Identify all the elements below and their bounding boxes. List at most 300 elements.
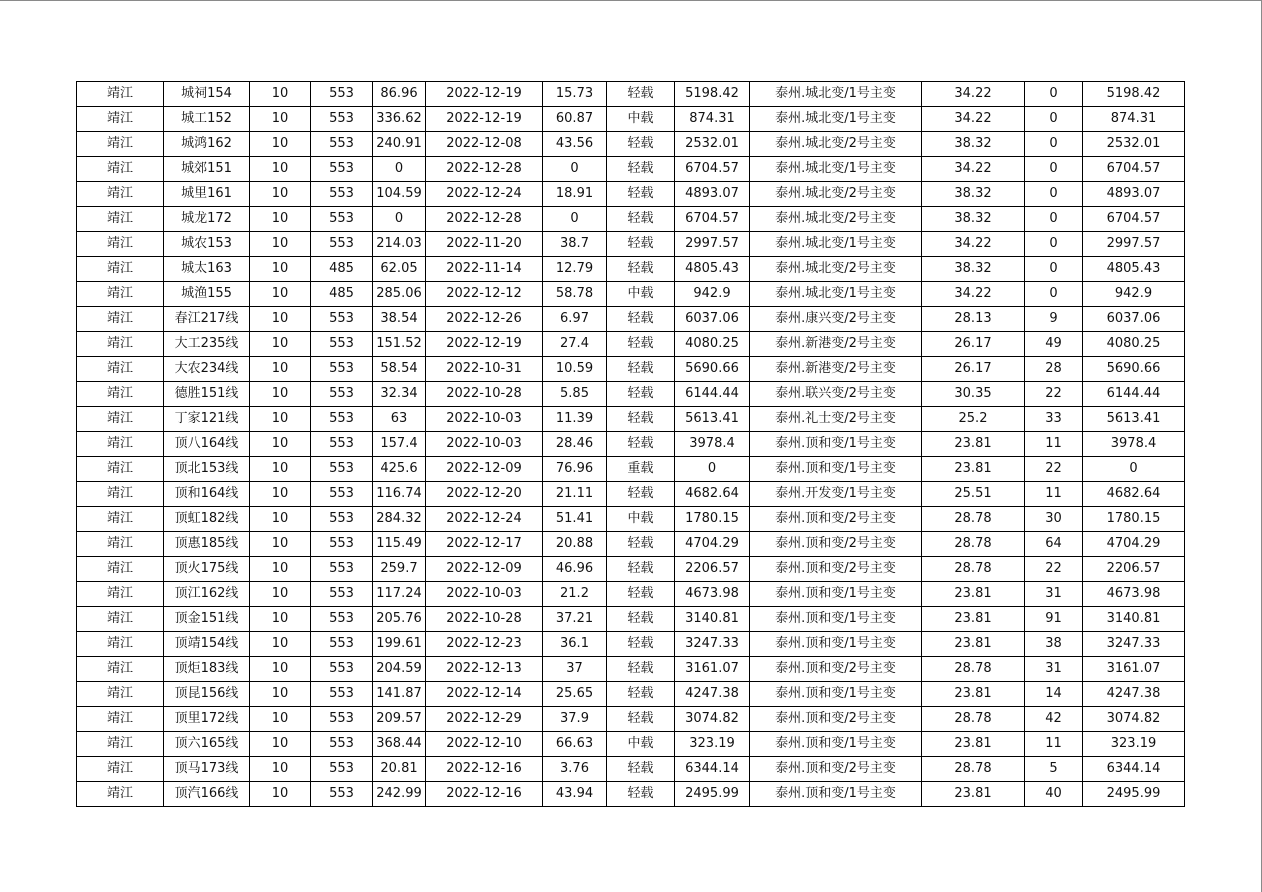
cell-transformer: 泰州.顶和变/2号主变 bbox=[750, 707, 922, 732]
cell-users: 31 bbox=[1025, 582, 1083, 607]
cell-max-load: 157.4 bbox=[373, 432, 426, 457]
cell-load-level: 中载 bbox=[607, 507, 675, 532]
cell-available-capacity: 4247.38 bbox=[675, 682, 750, 707]
cell-voltage: 10 bbox=[250, 257, 311, 282]
cell-date: 2022-12-16 bbox=[426, 782, 543, 807]
cell-load-rate: 3.76 bbox=[543, 757, 607, 782]
cell-available-capacity: 3247.33 bbox=[675, 632, 750, 657]
cell-voltage: 10 bbox=[250, 132, 311, 157]
cell-region: 靖江 bbox=[77, 432, 164, 457]
cell-date: 2022-12-09 bbox=[426, 457, 543, 482]
cell-transformer-load-rate: 34.22 bbox=[922, 107, 1025, 132]
cell-open-capacity: 4704.29 bbox=[1083, 532, 1185, 557]
cell-capacity: 553 bbox=[311, 582, 373, 607]
cell-load-rate: 38.7 bbox=[543, 232, 607, 257]
cell-voltage: 10 bbox=[250, 432, 311, 457]
cell-transformer-load-rate: 28.78 bbox=[922, 507, 1025, 532]
cell-available-capacity: 4805.43 bbox=[675, 257, 750, 282]
cell-transformer: 泰州.城北变/1号主变 bbox=[750, 107, 922, 132]
cell-line-name: 顶火175线 bbox=[164, 557, 250, 582]
cell-date: 2022-12-19 bbox=[426, 332, 543, 357]
cell-capacity: 553 bbox=[311, 732, 373, 757]
cell-load-rate: 11.39 bbox=[543, 407, 607, 432]
cell-available-capacity: 4682.64 bbox=[675, 482, 750, 507]
cell-voltage: 10 bbox=[250, 282, 311, 307]
cell-open-capacity: 4247.38 bbox=[1083, 682, 1185, 707]
cell-max-load: 204.59 bbox=[373, 657, 426, 682]
cell-date: 2022-10-28 bbox=[426, 607, 543, 632]
cell-line-name: 顶汽166线 bbox=[164, 782, 250, 807]
cell-transformer: 泰州.顶和变/2号主变 bbox=[750, 757, 922, 782]
table-row bbox=[77, 207, 1185, 232]
cell-voltage: 10 bbox=[250, 207, 311, 232]
cell-load-level: 轻载 bbox=[607, 232, 675, 257]
cell-voltage: 10 bbox=[250, 782, 311, 807]
cell-region: 靖江 bbox=[77, 557, 164, 582]
cell-load-level: 重载 bbox=[607, 457, 675, 482]
cell-voltage: 10 bbox=[250, 507, 311, 532]
cell-max-load: 151.52 bbox=[373, 332, 426, 357]
cell-users: 0 bbox=[1025, 182, 1083, 207]
cell-transformer: 泰州.城北变/1号主变 bbox=[750, 282, 922, 307]
cell-region: 靖江 bbox=[77, 282, 164, 307]
cell-users: 28 bbox=[1025, 357, 1083, 382]
cell-date: 2022-12-14 bbox=[426, 682, 543, 707]
cell-line-name: 顶六165线 bbox=[164, 732, 250, 757]
cell-voltage: 10 bbox=[250, 457, 311, 482]
cell-max-load: 20.81 bbox=[373, 757, 426, 782]
cell-date: 2022-12-24 bbox=[426, 182, 543, 207]
cell-max-load: 38.54 bbox=[373, 307, 426, 332]
cell-load-rate: 37.9 bbox=[543, 707, 607, 732]
cell-voltage: 10 bbox=[250, 307, 311, 332]
cell-transformer-load-rate: 23.81 bbox=[922, 457, 1025, 482]
cell-max-load: 209.57 bbox=[373, 707, 426, 732]
cell-line-name: 丁家121线 bbox=[164, 407, 250, 432]
cell-region: 靖江 bbox=[77, 332, 164, 357]
table-row bbox=[77, 232, 1185, 257]
cell-voltage: 10 bbox=[250, 407, 311, 432]
cell-transformer: 泰州.城北变/1号主变 bbox=[750, 157, 922, 182]
cell-region: 靖江 bbox=[77, 232, 164, 257]
cell-date: 2022-12-19 bbox=[426, 82, 543, 107]
cell-load-rate: 6.97 bbox=[543, 307, 607, 332]
cell-region: 靖江 bbox=[77, 507, 164, 532]
cell-capacity: 553 bbox=[311, 82, 373, 107]
cell-load-level: 中载 bbox=[607, 282, 675, 307]
cell-capacity: 553 bbox=[311, 682, 373, 707]
cell-region: 靖江 bbox=[77, 182, 164, 207]
cell-date: 2022-12-23 bbox=[426, 632, 543, 657]
cell-transformer-load-rate: 23.81 bbox=[922, 632, 1025, 657]
cell-region: 靖江 bbox=[77, 782, 164, 807]
cell-available-capacity: 2532.01 bbox=[675, 132, 750, 157]
cell-load-level: 轻载 bbox=[607, 757, 675, 782]
table-row bbox=[77, 157, 1185, 182]
cell-capacity: 553 bbox=[311, 632, 373, 657]
cell-load-rate: 21.11 bbox=[543, 482, 607, 507]
cell-users: 5 bbox=[1025, 757, 1083, 782]
cell-date: 2022-12-08 bbox=[426, 132, 543, 157]
cell-users: 49 bbox=[1025, 332, 1083, 357]
cell-open-capacity: 6037.06 bbox=[1083, 307, 1185, 332]
cell-load-rate: 28.46 bbox=[543, 432, 607, 457]
cell-capacity: 553 bbox=[311, 507, 373, 532]
cell-load-rate: 0 bbox=[543, 157, 607, 182]
cell-load-rate: 20.88 bbox=[543, 532, 607, 557]
cell-open-capacity: 323.19 bbox=[1083, 732, 1185, 757]
cell-users: 40 bbox=[1025, 782, 1083, 807]
cell-line-name: 顶北153线 bbox=[164, 457, 250, 482]
cell-available-capacity: 6344.14 bbox=[675, 757, 750, 782]
cell-transformer: 泰州.联兴变/2号主变 bbox=[750, 382, 922, 407]
cell-open-capacity: 0 bbox=[1083, 457, 1185, 482]
cell-users: 38 bbox=[1025, 632, 1083, 657]
cell-voltage: 10 bbox=[250, 382, 311, 407]
cell-transformer: 泰州.顶和变/1号主变 bbox=[750, 582, 922, 607]
cell-load-rate: 37.21 bbox=[543, 607, 607, 632]
cell-transformer: 泰州.开发变/1号主变 bbox=[750, 482, 922, 507]
cell-transformer: 泰州.顶和变/1号主变 bbox=[750, 782, 922, 807]
table-row bbox=[77, 532, 1185, 557]
cell-line-name: 城郊151 bbox=[164, 157, 250, 182]
cell-available-capacity: 3140.81 bbox=[675, 607, 750, 632]
cell-line-name: 城工152 bbox=[164, 107, 250, 132]
cell-line-name: 春江217线 bbox=[164, 307, 250, 332]
cell-line-name: 城祠154 bbox=[164, 82, 250, 107]
cell-load-level: 轻载 bbox=[607, 207, 675, 232]
table-row bbox=[77, 357, 1185, 382]
cell-transformer: 泰州.顶和变/2号主变 bbox=[750, 657, 922, 682]
cell-open-capacity: 2206.57 bbox=[1083, 557, 1185, 582]
cell-line-name: 顶八164线 bbox=[164, 432, 250, 457]
cell-region: 靖江 bbox=[77, 407, 164, 432]
cell-transformer-load-rate: 26.17 bbox=[922, 357, 1025, 382]
cell-load-level: 轻载 bbox=[607, 657, 675, 682]
cell-load-level: 轻载 bbox=[607, 532, 675, 557]
cell-load-rate: 36.1 bbox=[543, 632, 607, 657]
cell-transformer-load-rate: 23.81 bbox=[922, 432, 1025, 457]
cell-transformer: 泰州.礼士变/2号主变 bbox=[750, 407, 922, 432]
cell-date: 2022-12-28 bbox=[426, 157, 543, 182]
cell-transformer: 泰州.城北变/2号主变 bbox=[750, 207, 922, 232]
cell-max-load: 259.7 bbox=[373, 557, 426, 582]
cell-load-level: 轻载 bbox=[607, 707, 675, 732]
cell-users: 22 bbox=[1025, 557, 1083, 582]
table-row bbox=[77, 582, 1185, 607]
cell-load-level: 轻载 bbox=[607, 157, 675, 182]
cell-users: 0 bbox=[1025, 257, 1083, 282]
cell-line-name: 顶惠185线 bbox=[164, 532, 250, 557]
cell-max-load: 104.59 bbox=[373, 182, 426, 207]
cell-capacity: 553 bbox=[311, 157, 373, 182]
cell-users: 42 bbox=[1025, 707, 1083, 732]
cell-date: 2022-12-29 bbox=[426, 707, 543, 732]
cell-users: 22 bbox=[1025, 457, 1083, 482]
cell-max-load: 32.34 bbox=[373, 382, 426, 407]
cell-available-capacity: 5613.41 bbox=[675, 407, 750, 432]
cell-open-capacity: 2997.57 bbox=[1083, 232, 1185, 257]
cell-transformer: 泰州.康兴变/2号主变 bbox=[750, 307, 922, 332]
cell-users: 0 bbox=[1025, 107, 1083, 132]
cell-line-name: 顶昆156线 bbox=[164, 682, 250, 707]
cell-open-capacity: 4673.98 bbox=[1083, 582, 1185, 607]
cell-max-load: 425.6 bbox=[373, 457, 426, 482]
cell-region: 靖江 bbox=[77, 632, 164, 657]
cell-load-rate: 0 bbox=[543, 207, 607, 232]
cell-transformer: 泰州.城北变/2号主变 bbox=[750, 257, 922, 282]
cell-capacity: 553 bbox=[311, 432, 373, 457]
cell-load-level: 轻载 bbox=[607, 357, 675, 382]
cell-capacity: 553 bbox=[311, 532, 373, 557]
cell-capacity: 553 bbox=[311, 307, 373, 332]
cell-region: 靖江 bbox=[77, 82, 164, 107]
cell-open-capacity: 2495.99 bbox=[1083, 782, 1185, 807]
table-row bbox=[77, 107, 1185, 132]
cell-capacity: 553 bbox=[311, 457, 373, 482]
cell-load-rate: 43.94 bbox=[543, 782, 607, 807]
cell-date: 2022-12-26 bbox=[426, 307, 543, 332]
cell-max-load: 86.96 bbox=[373, 82, 426, 107]
cell-voltage: 10 bbox=[250, 557, 311, 582]
cell-load-level: 轻载 bbox=[607, 132, 675, 157]
cell-date: 2022-10-31 bbox=[426, 357, 543, 382]
table-row bbox=[77, 332, 1185, 357]
cell-max-load: 240.91 bbox=[373, 132, 426, 157]
cell-line-name: 城鸿162 bbox=[164, 132, 250, 157]
cell-capacity: 553 bbox=[311, 657, 373, 682]
cell-users: 30 bbox=[1025, 507, 1083, 532]
cell-transformer: 泰州.城北变/2号主变 bbox=[750, 182, 922, 207]
cell-region: 靖江 bbox=[77, 157, 164, 182]
cell-users: 0 bbox=[1025, 157, 1083, 182]
cell-date: 2022-12-28 bbox=[426, 207, 543, 232]
cell-capacity: 553 bbox=[311, 557, 373, 582]
cell-voltage: 10 bbox=[250, 632, 311, 657]
cell-transformer: 泰州.城北变/1号主变 bbox=[750, 82, 922, 107]
cell-line-name: 顶炬183线 bbox=[164, 657, 250, 682]
cell-max-load: 0 bbox=[373, 157, 426, 182]
cell-users: 0 bbox=[1025, 207, 1083, 232]
cell-line-name: 顶江162线 bbox=[164, 582, 250, 607]
cell-region: 靖江 bbox=[77, 357, 164, 382]
cell-voltage: 10 bbox=[250, 157, 311, 182]
cell-voltage: 10 bbox=[250, 682, 311, 707]
cell-transformer-load-rate: 38.32 bbox=[922, 182, 1025, 207]
cell-users: 9 bbox=[1025, 307, 1083, 332]
table-row bbox=[77, 682, 1185, 707]
cell-transformer-load-rate: 28.78 bbox=[922, 707, 1025, 732]
cell-available-capacity: 3074.82 bbox=[675, 707, 750, 732]
cell-date: 2022-12-10 bbox=[426, 732, 543, 757]
cell-voltage: 10 bbox=[250, 107, 311, 132]
cell-open-capacity: 5690.66 bbox=[1083, 357, 1185, 382]
cell-region: 靖江 bbox=[77, 532, 164, 557]
table-row bbox=[77, 382, 1185, 407]
cell-capacity: 553 bbox=[311, 382, 373, 407]
cell-voltage: 10 bbox=[250, 332, 311, 357]
cell-open-capacity: 1780.15 bbox=[1083, 507, 1185, 532]
cell-voltage: 10 bbox=[250, 582, 311, 607]
cell-users: 0 bbox=[1025, 282, 1083, 307]
cell-users: 31 bbox=[1025, 657, 1083, 682]
cell-region: 靖江 bbox=[77, 757, 164, 782]
cell-capacity: 553 bbox=[311, 782, 373, 807]
cell-load-level: 轻载 bbox=[607, 682, 675, 707]
cell-open-capacity: 5198.42 bbox=[1083, 82, 1185, 107]
cell-open-capacity: 6704.57 bbox=[1083, 157, 1185, 182]
cell-transformer-load-rate: 38.32 bbox=[922, 257, 1025, 282]
cell-date: 2022-10-03 bbox=[426, 432, 543, 457]
table-row bbox=[77, 132, 1185, 157]
cell-users: 11 bbox=[1025, 432, 1083, 457]
table-row bbox=[77, 557, 1185, 582]
cell-capacity: 553 bbox=[311, 182, 373, 207]
cell-open-capacity: 5613.41 bbox=[1083, 407, 1185, 432]
table-row bbox=[77, 657, 1185, 682]
cell-max-load: 141.87 bbox=[373, 682, 426, 707]
table-row bbox=[77, 257, 1185, 282]
cell-load-rate: 5.85 bbox=[543, 382, 607, 407]
table-row bbox=[77, 707, 1185, 732]
cell-max-load: 58.54 bbox=[373, 357, 426, 382]
cell-voltage: 10 bbox=[250, 707, 311, 732]
cell-max-load: 199.61 bbox=[373, 632, 426, 657]
cell-open-capacity: 3140.81 bbox=[1083, 607, 1185, 632]
cell-open-capacity: 3247.33 bbox=[1083, 632, 1185, 657]
cell-max-load: 0 bbox=[373, 207, 426, 232]
cell-max-load: 116.74 bbox=[373, 482, 426, 507]
cell-available-capacity: 874.31 bbox=[675, 107, 750, 132]
cell-open-capacity: 6344.14 bbox=[1083, 757, 1185, 782]
cell-load-rate: 15.73 bbox=[543, 82, 607, 107]
cell-available-capacity: 2997.57 bbox=[675, 232, 750, 257]
cell-transformer-load-rate: 34.22 bbox=[922, 157, 1025, 182]
cell-available-capacity: 2206.57 bbox=[675, 557, 750, 582]
cell-transformer-load-rate: 23.81 bbox=[922, 732, 1025, 757]
cell-load-level: 中载 bbox=[607, 732, 675, 757]
cell-load-level: 轻载 bbox=[607, 432, 675, 457]
cell-transformer: 泰州.新港变/2号主变 bbox=[750, 357, 922, 382]
cell-load-level: 轻载 bbox=[607, 82, 675, 107]
cell-line-name: 德胜151线 bbox=[164, 382, 250, 407]
cell-transformer-load-rate: 23.81 bbox=[922, 607, 1025, 632]
table-row bbox=[77, 732, 1185, 757]
table-row bbox=[77, 607, 1185, 632]
cell-load-level: 轻载 bbox=[607, 407, 675, 432]
cell-available-capacity: 6037.06 bbox=[675, 307, 750, 332]
cell-transformer-load-rate: 34.22 bbox=[922, 232, 1025, 257]
cell-voltage: 10 bbox=[250, 82, 311, 107]
cell-available-capacity: 6144.44 bbox=[675, 382, 750, 407]
cell-available-capacity: 0 bbox=[675, 457, 750, 482]
cell-open-capacity: 4080.25 bbox=[1083, 332, 1185, 357]
cell-transformer-load-rate: 28.78 bbox=[922, 657, 1025, 682]
cell-voltage: 10 bbox=[250, 482, 311, 507]
cell-capacity: 553 bbox=[311, 707, 373, 732]
cell-available-capacity: 4673.98 bbox=[675, 582, 750, 607]
cell-open-capacity: 3074.82 bbox=[1083, 707, 1185, 732]
cell-date: 2022-12-19 bbox=[426, 107, 543, 132]
cell-users: 91 bbox=[1025, 607, 1083, 632]
cell-load-level: 轻载 bbox=[607, 582, 675, 607]
cell-capacity: 485 bbox=[311, 257, 373, 282]
cell-transformer: 泰州.城北变/2号主变 bbox=[750, 132, 922, 157]
cell-max-load: 368.44 bbox=[373, 732, 426, 757]
cell-load-rate: 12.79 bbox=[543, 257, 607, 282]
cell-date: 2022-12-12 bbox=[426, 282, 543, 307]
cell-open-capacity: 3161.07 bbox=[1083, 657, 1185, 682]
cell-available-capacity: 5690.66 bbox=[675, 357, 750, 382]
cell-region: 靖江 bbox=[77, 132, 164, 157]
cell-transformer-load-rate: 38.32 bbox=[922, 207, 1025, 232]
cell-max-load: 205.76 bbox=[373, 607, 426, 632]
cell-max-load: 115.49 bbox=[373, 532, 426, 557]
cell-voltage: 10 bbox=[250, 757, 311, 782]
cell-users: 22 bbox=[1025, 382, 1083, 407]
cell-line-name: 城农153 bbox=[164, 232, 250, 257]
cell-max-load: 62.05 bbox=[373, 257, 426, 282]
cell-region: 靖江 bbox=[77, 482, 164, 507]
cell-open-capacity: 6704.57 bbox=[1083, 207, 1185, 232]
cell-transformer-load-rate: 34.22 bbox=[922, 82, 1025, 107]
table-body bbox=[77, 82, 1185, 807]
cell-load-rate: 21.2 bbox=[543, 582, 607, 607]
cell-voltage: 10 bbox=[250, 657, 311, 682]
cell-available-capacity: 6704.57 bbox=[675, 157, 750, 182]
cell-region: 靖江 bbox=[77, 732, 164, 757]
cell-region: 靖江 bbox=[77, 607, 164, 632]
cell-region: 靖江 bbox=[77, 382, 164, 407]
cell-transformer-load-rate: 25.51 bbox=[922, 482, 1025, 507]
cell-users: 0 bbox=[1025, 232, 1083, 257]
cell-date: 2022-12-09 bbox=[426, 557, 543, 582]
cell-date: 2022-10-28 bbox=[426, 382, 543, 407]
table-row bbox=[77, 507, 1185, 532]
cell-available-capacity: 942.9 bbox=[675, 282, 750, 307]
cell-transformer: 泰州.新港变/2号主变 bbox=[750, 332, 922, 357]
page-border-top bbox=[0, 0, 1262, 1]
cell-load-rate: 18.91 bbox=[543, 182, 607, 207]
cell-load-rate: 66.63 bbox=[543, 732, 607, 757]
cell-voltage: 10 bbox=[250, 732, 311, 757]
cell-date: 2022-10-03 bbox=[426, 407, 543, 432]
cell-capacity: 485 bbox=[311, 282, 373, 307]
cell-load-level: 轻载 bbox=[607, 307, 675, 332]
cell-date: 2022-10-03 bbox=[426, 582, 543, 607]
cell-capacity: 553 bbox=[311, 207, 373, 232]
cell-line-name: 城龙172 bbox=[164, 207, 250, 232]
cell-max-load: 285.06 bbox=[373, 282, 426, 307]
cell-open-capacity: 942.9 bbox=[1083, 282, 1185, 307]
cell-transformer-load-rate: 30.35 bbox=[922, 382, 1025, 407]
cell-date: 2022-11-14 bbox=[426, 257, 543, 282]
cell-load-rate: 43.56 bbox=[543, 132, 607, 157]
cell-load-level: 轻载 bbox=[607, 482, 675, 507]
cell-date: 2022-12-13 bbox=[426, 657, 543, 682]
cell-load-level: 轻载 bbox=[607, 332, 675, 357]
cell-capacity: 553 bbox=[311, 232, 373, 257]
cell-transformer: 泰州.顶和变/2号主变 bbox=[750, 507, 922, 532]
table-row bbox=[77, 632, 1185, 657]
cell-capacity: 553 bbox=[311, 332, 373, 357]
cell-date: 2022-11-20 bbox=[426, 232, 543, 257]
cell-date: 2022-12-16 bbox=[426, 757, 543, 782]
cell-load-rate: 27.4 bbox=[543, 332, 607, 357]
table-row bbox=[77, 482, 1185, 507]
cell-open-capacity: 4805.43 bbox=[1083, 257, 1185, 282]
cell-region: 靖江 bbox=[77, 257, 164, 282]
